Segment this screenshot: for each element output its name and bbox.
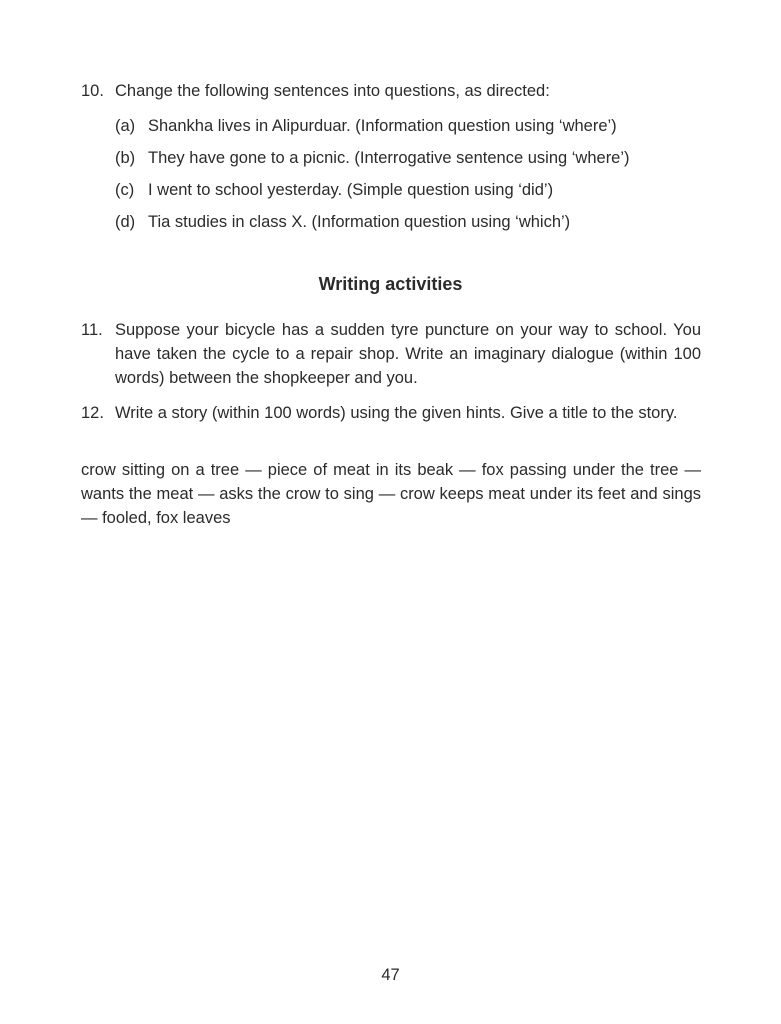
question-number: 11. — [81, 321, 103, 339]
question-number: 12. — [81, 404, 104, 422]
sub-item-c — [115, 178, 701, 210]
sub-item-text: Tia studies in class X. (Information question using ‘which’) — [148, 213, 571, 231]
question-text: Change the following sentences into questions, as directed: — [115, 82, 550, 100]
sub-item-d — [115, 210, 701, 242]
sub-item-text: They have gone to a picnic. (Interrogative sentence using ‘where’) — [148, 149, 630, 167]
sub-item-b — [115, 146, 701, 178]
sub-item-text: I went to school yesterday. (Simple question using ‘did’) — [148, 181, 554, 199]
section-heading: Writing activities — [318, 274, 463, 294]
sub-item-label: (a) — [115, 117, 136, 135]
sub-item-label: (b) — [115, 149, 136, 167]
sub-item-label: (d) — [115, 213, 136, 231]
question-10-sub-items — [115, 114, 701, 242]
question-12 — [81, 401, 701, 425]
question-text: Suppose your bicycle has a sudden tyre puncture on your way to school. You have taken the cycle to a repair shop. Write an imaginary dialogue (within 100 words) between the shopkeeper and you. — [115, 321, 701, 387]
question-11 — [81, 318, 701, 390]
question-10 — [81, 79, 701, 103]
question-number: 10. — [81, 82, 104, 100]
page-number: 47 — [381, 966, 400, 984]
question-text: Write a story (within 100 words) using the given hints. Give a title to the story. — [115, 404, 678, 422]
sub-item-a — [115, 114, 701, 146]
story-hints: crow sitting on a tree — piece of meat in its beak — fox passing under the tree — wants the meat — asks the crow to sing — crow keeps meat under its feet and sings — fooled, fox leaves — [81, 461, 701, 527]
sub-item-label: (c) — [115, 181, 135, 199]
sub-item-text: Shankha lives in Alipurduar. (Information question using ‘where’) — [148, 117, 617, 135]
